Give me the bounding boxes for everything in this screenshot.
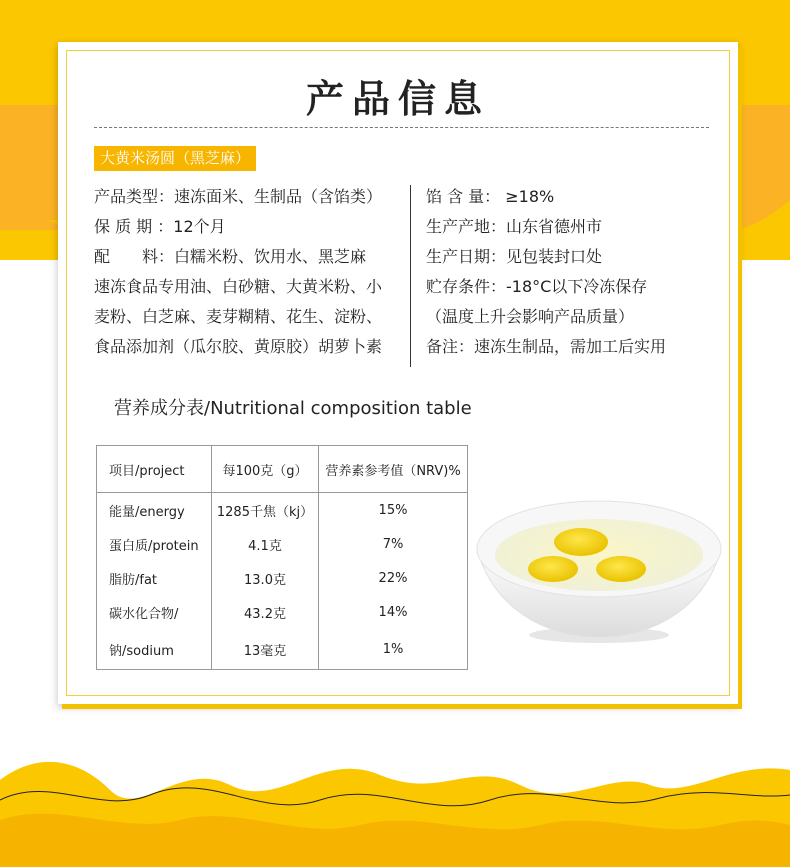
product-name-tag: 大黄米汤圆（黑芝麻） xyxy=(94,146,256,171)
table-cell: 碳水化合物/ xyxy=(109,606,179,622)
left-info-line: 保 质 期 ：12个月 xyxy=(94,217,226,236)
table-cell: 22% xyxy=(378,570,408,586)
page-title: 产品信息 xyxy=(305,77,490,121)
table-cell: 43.2克 xyxy=(212,595,319,629)
table-row xyxy=(97,561,468,595)
table-row xyxy=(97,493,468,528)
table-cell: 13毫克 xyxy=(212,629,319,670)
left-info-line: 速冻食品专用油、白砂糖、大黄米粉、小 xyxy=(94,277,383,296)
left-info-line: 配 料：白糯米粉、饮用水、黑芝麻 xyxy=(94,247,367,266)
table-cell: 1% xyxy=(382,641,404,657)
nutrition-table xyxy=(96,445,468,670)
table-cell: 钠/sodium xyxy=(109,643,174,659)
right-info-line: 生产产地：山东省德州市 xyxy=(426,217,603,236)
right-info-line: 生产日期：见包装封口处 xyxy=(426,247,603,266)
left-info-line: 麦粉、白芝麻、麦芽糊精、花生、淀粉、 xyxy=(94,307,383,326)
right-info-line: 备注：速冻生制品，需加工后实用 xyxy=(426,337,667,356)
left-info-line: 产品类型：速冻面米、生制品（含馅类） xyxy=(94,187,383,206)
table-cell: 13.0克 xyxy=(212,561,319,595)
table-cell: 15% xyxy=(378,502,408,518)
left-info-line: 食品添加剂（瓜尔胶、黄原胶）胡萝卜素 xyxy=(94,337,383,356)
table-header-row xyxy=(97,446,468,493)
title-divider xyxy=(94,127,709,128)
table-header-cell: 每100克（g） xyxy=(212,446,319,493)
table-header-cell: 营养素参考值（NRV)% xyxy=(319,446,468,493)
column-divider xyxy=(410,185,411,367)
table-cell: 14% xyxy=(378,604,408,620)
table-row xyxy=(97,527,468,561)
tangyuan-bowl-image xyxy=(473,497,725,647)
right-info-line: 馅 含 量： ≥18% xyxy=(426,187,555,206)
nutrition-table-title: 营养成分表/Nutritional composition table xyxy=(114,398,472,419)
table-cell: 7% xyxy=(382,536,404,552)
info-card xyxy=(58,42,738,704)
bottom-waves xyxy=(0,740,790,867)
table-cell: 4.1克 xyxy=(212,527,319,561)
table-cell: 脂肪/fat xyxy=(109,572,158,588)
table-cell: 能量/energy xyxy=(109,504,185,520)
right-info-line: 贮存条件：-18°C以下冷冻保存 xyxy=(426,277,648,296)
right-info-line: （温度上升会影响产品质量） xyxy=(426,307,635,326)
table-row xyxy=(97,595,468,629)
table-cell: 蛋白质/protein xyxy=(109,538,199,554)
table-header-cell: 项目/project xyxy=(97,446,212,493)
table-cell: 1285千焦（kj） xyxy=(212,493,319,528)
table-row xyxy=(97,629,468,670)
